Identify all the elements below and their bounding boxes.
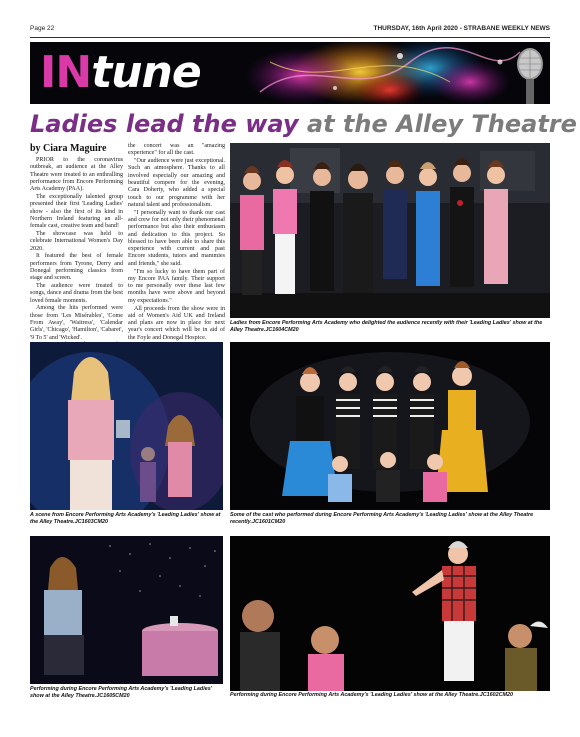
article-column-2 [128,143,225,343]
photo-performer-table [30,536,223,684]
caption-3: Some of the cast who performed during Encore Performing Arts Academy's 'Leading Ladies' show at the Alley Theatre recently.JC1601CM20 [230,512,534,525]
page-number: Page 22 [30,25,55,32]
article-column-1 [30,157,123,350]
paragraph: The exceptionally talented group presented their first 'Leading Ladies' show - also the first of its kind in Northern Ireland featuring an all-female cast, creative team and band! [30,193,123,230]
photo-plaid-performer [230,536,550,691]
microphone-icon [517,48,543,104]
byline: by Ciara Maguire [30,143,107,154]
headline-part1: Ladies lead the way [30,110,299,138]
paragraph: the concert was an "amazing experience" for all the cast. [128,143,225,157]
photo-singer-stage [30,342,223,510]
caption-5: Performing during Encore Performing Arts Academy's 'Leading Ladies' show at the Alley Theatre.JC1602CM20 [230,692,514,698]
paragraph: "I'm so lucky to have them part of my Encore PAA family. Their support to me personally over these last few months have were above and beyond my expectations." [128,268,225,304]
photo-group-ladies [230,143,550,318]
paragraph: The showcase was held to celebrate International Women's Day 2020. [30,230,123,252]
headline [30,108,577,140]
logo-in: IN [40,47,92,98]
caption-4: Performing during Encore Performing Arts Academy's 'Leading Ladies' show at the Alley Theatre.JC1605CM20 [30,686,212,699]
page-header [30,25,550,37]
paragraph: All proceeds from the show were in aid of Women's Aid UK and Ireland and plans are now in place for next year's concert which will be in aid of the Foyle and Donegal Hospice. [128,305,225,341]
logo-tune: tune [91,47,201,98]
paragraph: Among the hits performed were those from 'Les Misérables', 'Come From Away', 'Waitress', 'Calendar Girls', 'Chicago', 'Hamilton', 'Cabaret', '9 To 5' and 'Wicked'. [30,305,123,341]
intune-banner [30,42,550,104]
caption-1: Ladies from Encore Performing Arts Academy who delighted the audience recently with their 'Leading Ladies' show at the Alley Theatre.JC1604CM20 [230,320,543,333]
dateline: THURSDAY, 16th April 2020 - STRABANE WEEKLY NEWS [373,25,550,32]
headline-part2: at the Alley Theatre [306,110,577,138]
paragraph: PRIOR to the coronavirus outbreak, an audience at the Alley Theatre were treated to an enthralling performance from Encore Performing Arts Academy (PAA). [30,157,123,193]
paragraph: The audience were treated to songs, dance and drama from the best loved female moments. [30,283,123,304]
caption-2: A scene from Encore Performing Arts Academy's 'Leading Ladies' show at the Alley Theatre.JC1603CM20 [30,512,221,525]
paragraph: It featured the best of female performers from Tyrone, Derry and Donegal performing classics from stage and screen. [30,253,123,282]
photo-cast-group [230,342,550,510]
paragraph: "I personally want to thank our cast and crew for not only their phenomenal performance but also their enthusiasm and dedication to this project. So blessed to have been able to share this experience with current and past Encore students, tutors and mammies and friends," she said. [128,209,225,267]
header-rule [30,37,550,38]
intune-logo [40,46,201,100]
paragraph: "Our audience were just exceptional. Such an atmosphere. Thanks to all involved especially our amazing and beautiful compere for the evening, Cara Doherty, who added a special touch to our programme with her natural talent and professionalism. [128,158,225,208]
